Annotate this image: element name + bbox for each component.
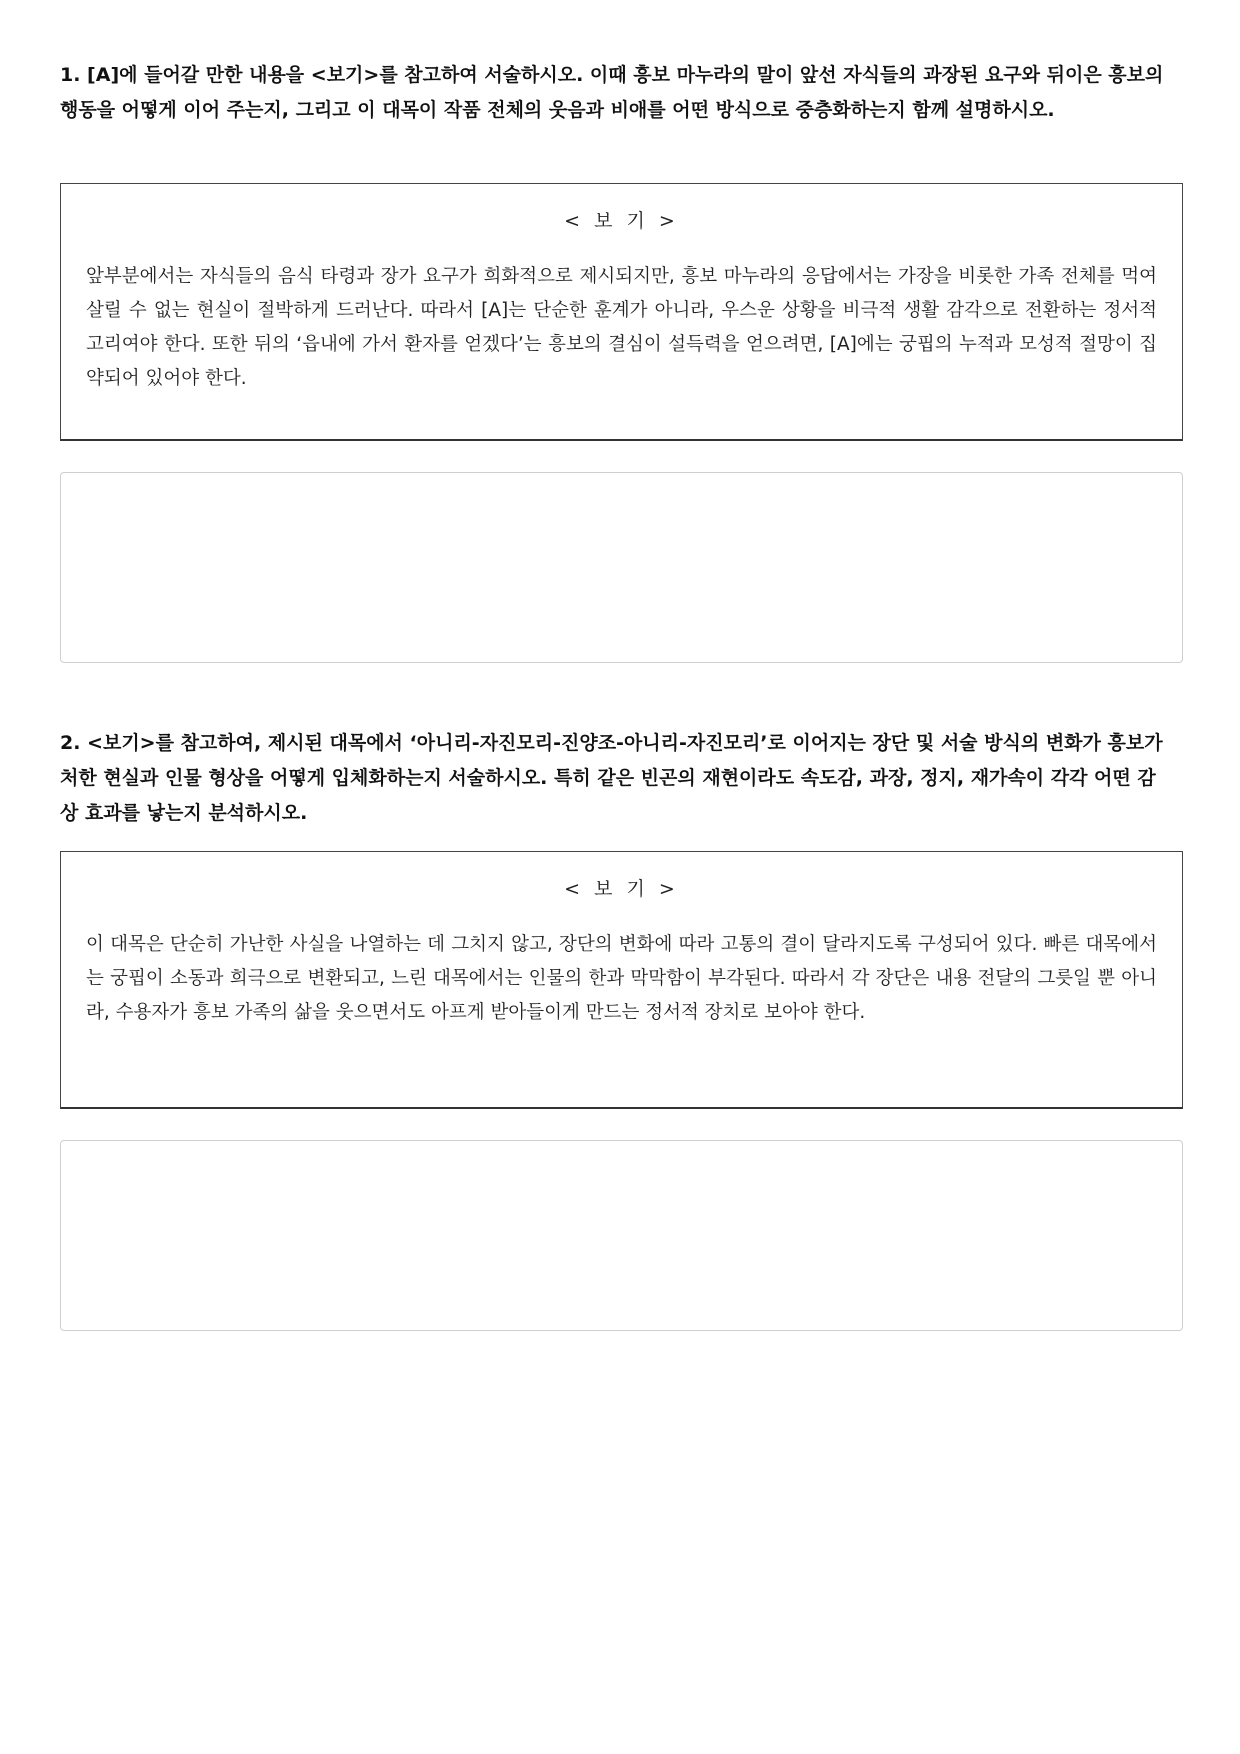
question-2-bogi-text: 이 대목은 단순히 가난한 사실을 나열하는 데 그치지 않고, 장단의 변화에 따라 고통의 결이 달라지도록 구성되어 있다. 빠른 대목에서는 궁핍이 소동과 희극으로 변환되고, 느린 대목에서는 인물의 한과 막막함이 부각된다. 따라서 각 장단은 내용 전달의 그릇일 뿐 아니라, 수용자가 흥보 가족의 삶을 웃으면서도 아프게 받아들이게 만드는 정서적 장치로 보아야 한다. — [86, 934, 1157, 1023]
question-1-bogi-box — [60, 183, 1183, 441]
question-1-prompt: 1. [A]에 들어갈 만한 내용을 <보기>를 참고하여 서술하시오. 이때 흥보 마누라의 말이 앞선 자식들의 과장된 요구와 뒤이은 흥보의 행동을 어떻게 이어 주는지, 그리고 이 대목이 작품 전체의 웃음과 비애를 어떤 방식으로 중층화하는지 함께 설명하시오. — [60, 64, 1164, 121]
question-2-bogi-box — [60, 851, 1183, 1109]
question-1-bogi-title: < 보 기 > — [564, 210, 679, 232]
question-1-bogi-text: 앞부분에서는 자식들의 음식 타령과 장가 요구가 희화적으로 제시되지만, 흥보 마누라의 응답에서는 가장을 비롯한 가족 전체를 먹여 살릴 수 없는 현실이 절박하게 드러난다. 따라서 [A]는 단순한 훈계가 아니라, 우스운 상황을 비극적 생활 감각으로 전환하는 정서적 고리여야 한다. 또한 뒤의 ‘읍내에 가서 환자를 얻겠다’는 흥보의 결심이 설득력을 얻으려면, [A]에는 궁핍의 누적과 모성적 절망이 집약되어 있어야 한다. — [86, 266, 1157, 389]
question-1-answer-field[interactable] — [60, 472, 1183, 663]
question-2-bogi-title: < 보 기 > — [564, 878, 679, 900]
question-2-answer-field[interactable] — [60, 1140, 1183, 1331]
question-2-prompt: 2. <보기>를 참고하여, 제시된 대목에서 ‘아니리-자진모리-진양조-아니리-자진모리’로 이어지는 장단 및 서술 방식의 변화가 흥보가 처한 현실과 인물 형상을 어떻게 입체화하는지 서술하시오. 특히 같은 빈곤의 재현이라도 속도감, 과장, 정지, 재가속이 각각 어떤 감상 효과를 낳는지 분석하시오. — [60, 732, 1163, 824]
